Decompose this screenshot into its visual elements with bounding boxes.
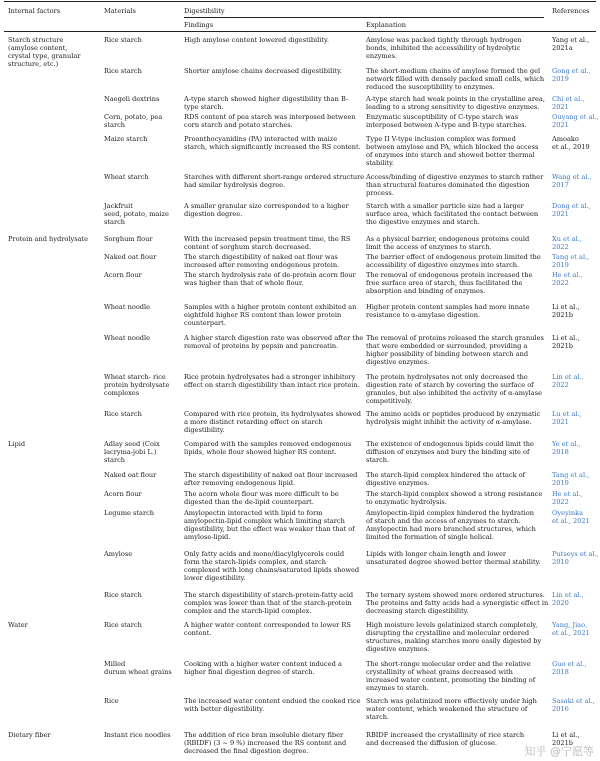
row-material: Rice starch — [104, 410, 142, 418]
row-explanation: RBIDF increased the crystallinity of rice starch and decreased the diffusion of glucose. — [366, 731, 525, 748]
row-finding: The acorn whole flour was more difficult to be digested than the de-lipid counterpart. — [184, 490, 339, 507]
row-explanation: Starch with a smaller particle size had a larger surface area, which facilitated the contact between the digestive enzymes and starch. — [366, 202, 539, 227]
row-reference[interactable]: He et al., 2022 — [552, 490, 583, 507]
row-finding: The starch digestibility of naked oat flour increased after removing endogenous lipid. — [184, 471, 358, 488]
row-reference[interactable]: Lu et al., 2021 — [552, 410, 582, 427]
header-bottom-rule — [4, 31, 596, 32]
header-internal-factors: Internal factors — [8, 7, 61, 15]
header-subrule — [184, 17, 544, 18]
row-factor: Water — [8, 621, 28, 629]
watermark: 知乎 @宁愿等 — [524, 745, 594, 758]
row-reference[interactable]: Wang et al., 2017 — [552, 173, 592, 190]
row-material: Rice — [104, 697, 119, 705]
row-explanation: The removal of endogenous protein increased the free surface area of starch, thus facilitated the absorption and binding of enzymes. — [366, 271, 533, 296]
row-reference[interactable]: Tang et al., 2019 — [552, 471, 590, 488]
row-explanation: Enzymatic susceptibility of C-type starch was interposed between A-type and B-type starches. — [366, 113, 527, 130]
row-explanation: The starch-lipid complex hindered the attack of digestive enzymes. — [366, 471, 526, 488]
row-reference[interactable]: Putseys et al., 2010 — [552, 550, 599, 567]
header-digestibility: Digestibility — [184, 7, 225, 15]
row-finding: Samples with a higher protein content exhibited an eightfold higher RS content than lower protein counterpart. — [184, 303, 357, 328]
row-reference[interactable]: Tang et al., 2019 — [552, 253, 590, 270]
row-reference[interactable]: Xu et al., 2022 — [552, 235, 582, 252]
row-finding: With the increased pepsin treatment time, the RS content of sorghum starch decreased. — [184, 235, 351, 252]
row-reference: Yang et al., 2021a — [552, 36, 590, 53]
row-reference[interactable]: Oyeyinka et al., 2021 — [552, 509, 590, 526]
row-explanation: The protein hydrolysates not only decreased the digestion rate of starch by covering the surface of granules, but also inhibited the activity of α-amylase competitively. — [366, 373, 542, 406]
row-material: Rice starch — [104, 36, 142, 44]
row-explanation: Amylose was packed tightly through hydrogen bonds, inhibited the accessibility of hydrolytic enzymes. — [366, 36, 522, 61]
row-reference[interactable]: Sasaki et al., 2016 — [552, 697, 595, 714]
row-finding: Only fatty acids and mono/diacylglycerols could form the starch-lipids complex, and starch complexed with long chains/saturated lipids showed lower digestibility. — [184, 550, 360, 583]
row-reference[interactable]: Lin et al., 2022 — [552, 373, 584, 390]
row-material: Wheat starch- rice protein hydrolysate complexes — [104, 373, 170, 398]
row-reference[interactable]: Chi et al., 2021 — [552, 95, 585, 112]
row-material: Amylose — [104, 550, 133, 558]
row-finding: A higher water content corresponded to lower RS content. — [184, 621, 351, 638]
row-finding: Starches with different short-range ordered structure had similar hydrolysis degree. — [184, 173, 365, 190]
row-finding: A smaller granular size corresponded to a higher digestion degree. — [184, 202, 349, 219]
row-finding: A-type starch showed higher digestibility than B- type starch. — [184, 95, 349, 112]
row-material: Acorn flour — [104, 271, 142, 279]
row-explanation: A-type starch had weak points in the crystalline area, leading to a strong sensitivity to digestive enzymes. — [366, 95, 545, 112]
row-reference[interactable]: Lin et al., 2020 — [552, 591, 584, 608]
row-reference[interactable]: Guo et al., 2018 — [552, 660, 587, 677]
row-finding: Compared with rice protein, its hydrolysates showed a more distinct retarding effect on starch digestibility. — [184, 410, 362, 435]
row-explanation: The starch-lipid complex showed a strong resistance to enzymatic hydrolysis. — [366, 490, 543, 507]
row-reference[interactable]: Yang, Jiao, et al., 2021 — [552, 621, 590, 638]
row-material: Rice starch — [104, 67, 142, 75]
row-finding: A higher starch digestion rate was observed after the removal of proteins by pepsin and pancreatin. — [184, 334, 364, 351]
row-reference: Li et al., 2021b — [552, 303, 580, 320]
row-material: Corn, potato, pea starch — [104, 113, 163, 130]
row-material: Wheat noodle — [104, 334, 151, 342]
header-explanation: Explanation — [366, 21, 406, 29]
row-finding: The starch digestibility of naked oat flour was increased after removing endogenous protein. — [184, 253, 340, 270]
row-factor: Protein and hydrolysate — [8, 235, 89, 243]
row-finding: Proanthocyanidins (PA) interacted with maize starch, which significantly increased the RS content. — [184, 135, 361, 152]
row-explanation: The short-medium chains of amylose formed the gel network filled with densely packed small cells, which reduced the susceptibility to enzymes. — [366, 67, 545, 92]
row-reference: Amoako et al., 2019 — [552, 135, 590, 152]
row-reference[interactable]: Gong et al., 2019 — [552, 67, 591, 84]
row-material: Milled durum wheat grains — [104, 660, 172, 677]
header-findings: Findings — [184, 21, 214, 29]
row-finding: Rice protein hydrolysates had a stronger inhibitory effect on starch digestibility than intact rice protein. — [184, 373, 360, 390]
row-finding: High amylose content lowered digestibility. — [184, 36, 329, 44]
row-explanation: The ternary system showed more ordered structures. The proteins and fatty acids had a synergistic effect in decreasing starch digestibility. — [366, 591, 549, 616]
row-finding: Amylopectin interacted with lipid to form amylopectin-lipid complex which limiting starch digestibility, but the effect was weaker than that of amylose-lipid. — [184, 509, 355, 542]
row-explanation: Amylopectin-lipid complex hindered the hydration of starch and the access of enzymes to starch. Amylopectin had more branched structures, which limited the formation of single helical. — [366, 509, 536, 542]
row-material: Jackfruit seed, potato, maize starch — [104, 202, 169, 227]
row-reference[interactable]: He et al., 2022 — [552, 271, 583, 288]
top-rule — [4, 1, 596, 2]
row-material: Wheat noodle — [104, 303, 151, 311]
row-finding: The starch hydrolysis rate of de-protein acorn flour was higher than that of whole flour. — [184, 271, 356, 288]
row-reference: Li et al., 2021b — [552, 334, 580, 351]
row-material: Naked oat flour — [104, 253, 157, 261]
row-material: Rice starch — [104, 621, 142, 629]
row-finding: Compared with the samples removed endogenous lipids, whole flour showed higher RS content. — [184, 440, 352, 457]
row-explanation: The amino acids or peptides produced by enzymatic hydrolysis might inhibit the activity of α-amylase. — [366, 410, 541, 427]
row-material: Acorn flour — [104, 490, 142, 498]
row-explanation: The short-range molecular order and the relative crystallinity of wheat grains decreased with increased water content, promoting the binding of enzymes to starch. — [366, 660, 536, 693]
row-factor: Dietary fiber — [8, 731, 51, 739]
row-finding: The starch digestibility of starch-protein-fatty acid complex was lower than that of the starch-protein complex and the starch-lipid complex. — [184, 591, 354, 616]
row-explanation: The barrier effect of endogenous protein limited the accessibility of digestive enzymes into starch. — [366, 253, 541, 270]
header-references: References — [552, 7, 590, 15]
row-explanation: Access/binding of digestive enzymes to starch rather than structural features dominated the digestion process. — [366, 173, 544, 198]
header-materials: Materials — [104, 7, 136, 15]
row-explanation: Type II V-type inclusion complex was formed between amylose and PA, which blocked the access of enzymes into starch and showed better thermal stability. — [366, 135, 539, 168]
row-reference: Li et al., 2021b — [552, 731, 580, 748]
row-material: Legume starch — [104, 509, 155, 517]
row-finding: The increased water content endued the cooked rice with better digestibility. — [184, 697, 361, 714]
row-reference[interactable]: Ye et al., 2018 — [552, 440, 581, 457]
row-material: Instant rice noodles — [104, 731, 171, 739]
row-explanation: Starch was gelatinized more effectively under high water content, which weakened the structure of starch. — [366, 697, 537, 722]
row-explanation: High moisture levels gelatinized starch completely, disrupting the crystalline and molecular ordered structures, making starches more easily digested by digestive enzymes. — [366, 621, 542, 654]
row-material: Maize starch — [104, 135, 148, 143]
row-explanation: As a physical barrier, endogenous proteins could limit the access of enzymes to starch. — [366, 235, 530, 252]
row-explanation: The removal of proteins released the starch granules that were embedded or surrounded, providing a higher possibility of binding between starch and digestive enzymes. — [366, 334, 544, 367]
row-material: Wheat starch — [104, 173, 149, 181]
row-factor: Lipid — [8, 440, 26, 448]
row-explanation: Lipids with longer chain length and lower unsaturated degree showed better thermal stability. — [366, 550, 541, 567]
row-material: Rice starch — [104, 591, 142, 599]
row-material: Naked oat flour — [104, 471, 157, 479]
row-factor: Starch structure (amylose content, crystal type, granular structure, etc.) — [8, 36, 81, 69]
row-finding: Cooking with a higher water content induced a higher final digestion degree of starch. — [184, 660, 342, 677]
row-reference[interactable]: Dong et al., 2021 — [552, 202, 591, 219]
row-explanation: The existence of endogenous lipids could limit the diffusion of enzymes and bury the binding site of starch. — [366, 440, 534, 465]
row-finding: The addition of rice bran insoluble dietary fiber (RBIDF) (3 ~ 9 %) increased the RS content and decreased the final digestion degree. — [184, 731, 347, 756]
row-reference[interactable]: Ouyang et al., 2021 — [552, 113, 599, 130]
row-finding: Shorter amylose chains decreased digestibility. — [184, 67, 342, 75]
row-material: Naegeli dextrins — [104, 95, 160, 103]
row-material: Adlay seed (Coix lacryma-jobi L.) starch — [104, 440, 160, 465]
row-finding: RDS content of pea starch was interposed between corn starch and potato starches. — [184, 113, 356, 130]
row-explanation: Higher protein content samples had more innate resistance to α-amylase digestion. — [366, 303, 530, 320]
row-material: Sorghum flour — [104, 235, 153, 243]
